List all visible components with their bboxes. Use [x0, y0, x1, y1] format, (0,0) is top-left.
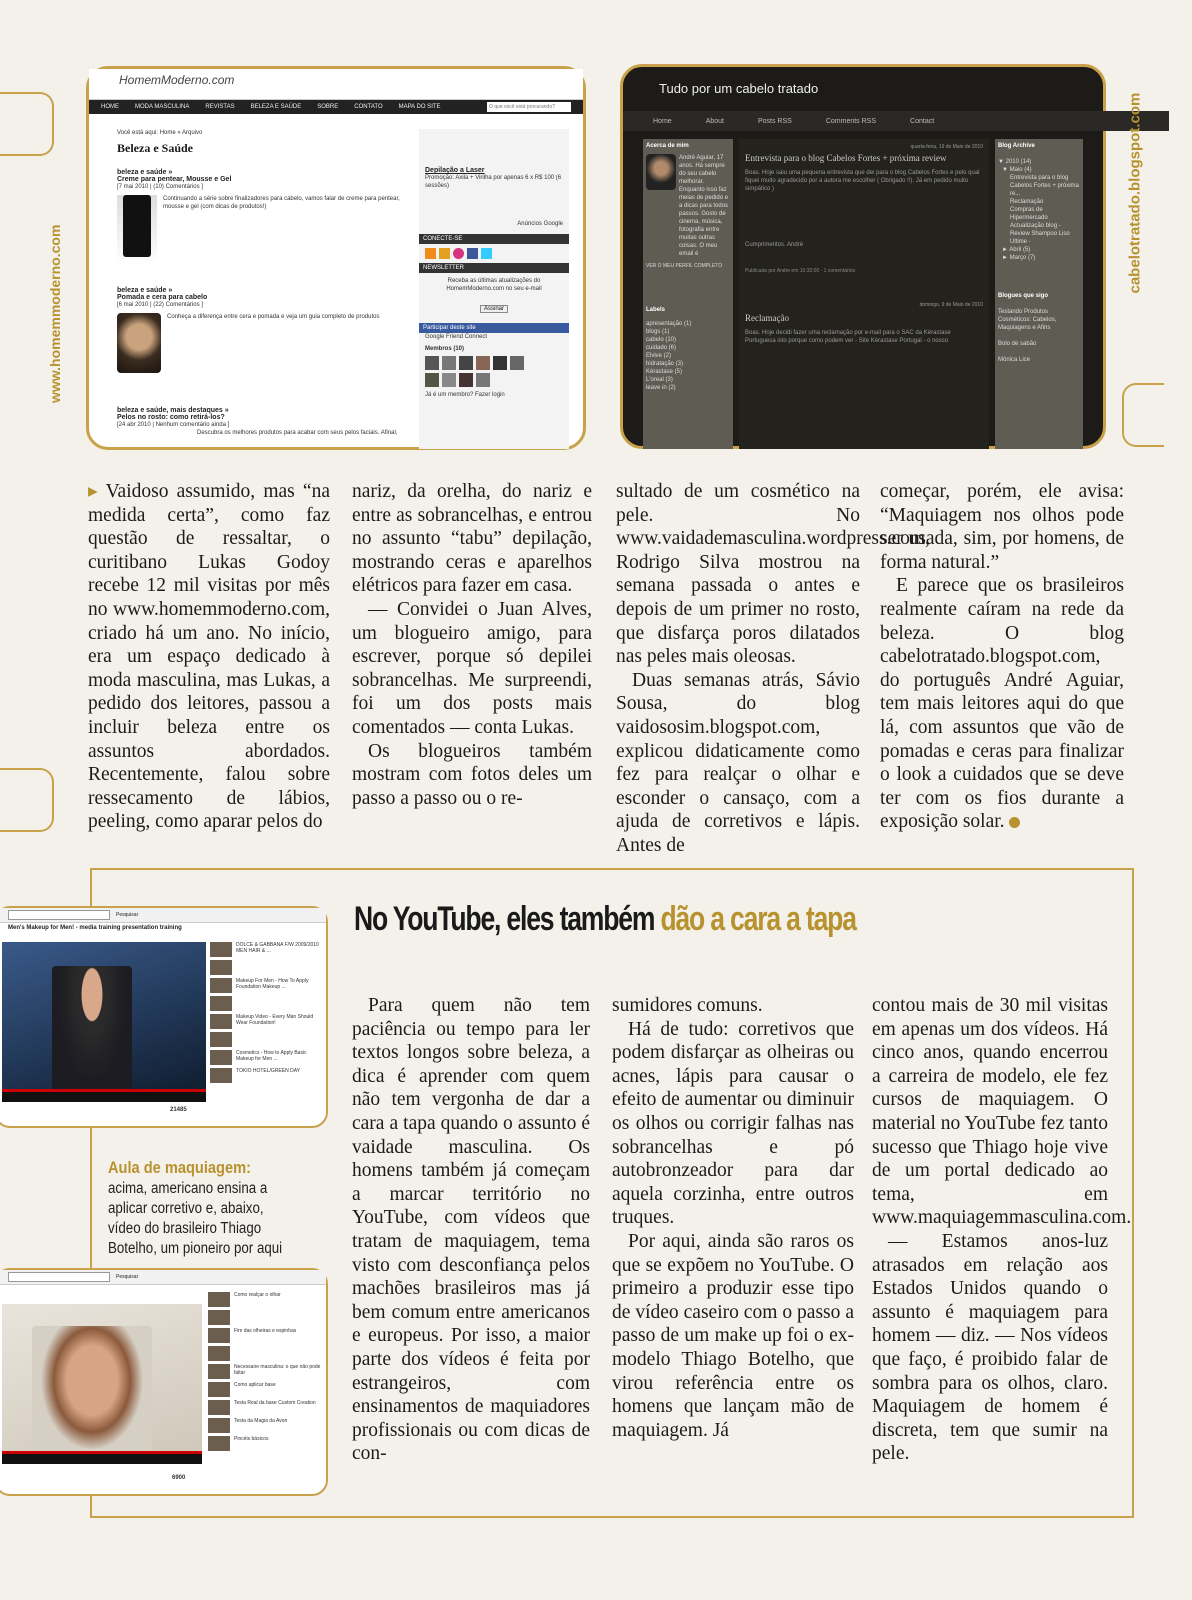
- related-video[interactable]: Como realçar o olhar: [208, 1292, 322, 1307]
- label-link[interactable]: Kérastase (5): [646, 369, 683, 375]
- youtube-screenshot-2: [0, 1268, 328, 1496]
- member-avatar[interactable]: [459, 373, 473, 387]
- view-count: 6900: [172, 1475, 186, 1481]
- post-date: quarta-feira, 19 de Maio de 2010: [910, 144, 983, 150]
- nav-item[interactable]: REVISTAS: [205, 104, 235, 110]
- post-meta: Publicada por Andre em 10:32:00 · 1 comentários: [745, 268, 856, 274]
- fb-subtitle: Google Friend Connect: [425, 334, 488, 340]
- post: [117, 407, 417, 437]
- sidebar: [419, 129, 569, 449]
- related-video[interactable]: Testa Real da base Custom Creation: [208, 1400, 322, 1415]
- nav-item[interactable]: Home: [653, 117, 672, 125]
- related-video[interactable]: [210, 960, 322, 975]
- related-video[interactable]: Como aplicar base: [208, 1382, 322, 1397]
- archive-item[interactable]: ► Março (7): [1002, 255, 1036, 261]
- follow-title: Blogues que sigo: [998, 293, 1049, 299]
- related-video[interactable]: [208, 1346, 322, 1361]
- member-avatar[interactable]: [442, 356, 456, 370]
- label-link[interactable]: leave in (2): [646, 385, 676, 391]
- post2-body: Boas. Hoje decidi fazer uma reclamação por e-mail para o SAC da Kérastase Portuguesa isto porque como podem ver - Site Kérastase Portugal - o nosso: [745, 330, 951, 344]
- related-video[interactable]: [210, 1032, 322, 1047]
- youtube-search-button[interactable]: Pesquisar: [116, 912, 139, 918]
- post-excerpt: Conheça a diferença entre cera e pomada e veja um guia completo de produtos: [167, 314, 380, 320]
- nav-item[interactable]: CONTATO: [354, 104, 383, 110]
- page-edge-mark: [0, 92, 54, 156]
- post-meta: [6 mai 2010 | (22) Comentários ]: [117, 302, 203, 308]
- article-text: Por aqui, ainda são raros os que se expõem no YouTube. O primeiro a produzir esse tipo de vídeo caseiro com o passo a passo de um make up foi o ex-modelo Thiago Botelho, que virou referência entre os homens que lançam mão de maquiagem. Já: [612, 1230, 854, 1441]
- post-title[interactable]: Pelos no rosto: como retirá-los?: [117, 414, 225, 421]
- member-avatar[interactable]: [425, 356, 439, 370]
- newsletter-subscribe-button[interactable]: Assinar: [480, 305, 508, 313]
- connect-header: CONECTE-SE: [419, 234, 569, 244]
- archive-item[interactable]: ► Abril (5): [1002, 247, 1031, 253]
- page-edge-mark: [1122, 383, 1164, 447]
- rss-icon[interactable]: [425, 248, 436, 259]
- youtube-screenshot-1: [0, 906, 328, 1128]
- post-title[interactable]: Pomada e cera para cabelo: [117, 294, 208, 301]
- article-text: sumidores comuns.: [612, 995, 763, 1016]
- breadcrumb: Você está aqui: Home » Arquivo: [117, 130, 203, 136]
- site-logo: HomemModerno.com: [119, 73, 235, 87]
- site-nav: [89, 100, 583, 114]
- follow-item[interactable]: Bolo de sabão: [998, 341, 1037, 347]
- member-avatar[interactable]: [476, 373, 490, 387]
- site-header: [89, 69, 583, 100]
- member-avatar[interactable]: [425, 373, 439, 387]
- nav-item[interactable]: Comments RSS: [825, 117, 877, 125]
- article-text: E parece que os brasileiros realmente caíram na rede da beleza. O blog cabelotratado.blogspot.com, do português André Aguiar, tem mais leitores aqui do que lá, com assuntos que vão de pomadas e ceras para finalizar o look a cuidados que se deve ter com os fios durante a exposição solar.: [880, 575, 1124, 833]
- about-title: Acerca de mim: [646, 143, 689, 149]
- blog-title: Tudo por um cabelo tratado: [659, 81, 819, 96]
- article-column-4: [880, 480, 1124, 834]
- related-video[interactable]: [208, 1310, 322, 1325]
- post-title[interactable]: Creme para pentear, Mousse e Gel: [117, 176, 232, 183]
- video-player[interactable]: [2, 942, 206, 1102]
- archive-sidebar: [995, 139, 1083, 449]
- about-sidebar: [643, 139, 733, 449]
- author-photo: [117, 313, 161, 373]
- label-link[interactable]: cabelo (10): [646, 337, 677, 343]
- related-video[interactable]: Fim das olheiras e espinhas: [208, 1328, 322, 1343]
- member-avatar[interactable]: [459, 356, 473, 370]
- labels-title: Labels: [646, 307, 666, 313]
- orkut-icon[interactable]: [453, 248, 464, 259]
- member-avatar[interactable]: [493, 356, 507, 370]
- post-category: beleza e saúde »: [117, 287, 173, 294]
- post-excerpt: Continuando a série sobre finalizadores para cabelo, vamos falar de creme para pentear, mousse e gel (com dicas de produtos!): [163, 196, 400, 210]
- archive-item[interactable]: Actualização blog - Review Shampoo Liso Ultime -: [1010, 223, 1070, 245]
- article-column-1: [88, 480, 330, 834]
- member-avatar[interactable]: [442, 373, 456, 387]
- label-link[interactable]: apresentação (1): [646, 321, 692, 327]
- archive-item[interactable]: Entrevista para o blog Cabelos Fortes + próxima re...: [1010, 175, 1079, 197]
- post-meta: [24 abr 2010 | Nenhum comentário ainda ]: [117, 422, 230, 428]
- article-text: sultado de um cosmético na pele. No www.vaidademasculina.wordpress.com, Rodrigo Silva mostrou na semana passada o antes e depois de um primer no rosto, que disfarça poros dilatados nas peles mais oleosas.: [616, 481, 930, 668]
- left-vertical-url: www.homemmoderno.com: [47, 224, 63, 403]
- homemmoderno-screenshot: [86, 66, 586, 450]
- post-area: [739, 139, 989, 449]
- search-input[interactable]: [487, 102, 571, 112]
- headline-dark: No YouTube, eles também: [354, 900, 661, 938]
- label-link[interactable]: blogs (1): [646, 329, 670, 335]
- product-image: [117, 195, 157, 265]
- about-text: André Aguiar, 17 anos. Há sempre do seu cabelo melhorar. Enquanto isso faz meias de pedido e a dicas para todos passos. Gosto de cinema, música, fotografia entre muitas outras coisas. O meu email é: [679, 155, 729, 257]
- follow-item[interactable]: Testando Produtos Cosméticos: Cabelos, Maquiagens e Afins: [998, 309, 1057, 331]
- login-link[interactable]: Já é um membro? Fazer login: [425, 392, 505, 398]
- twitter-icon[interactable]: [481, 248, 492, 259]
- headline-accent: dão a cara a tapa: [660, 900, 856, 938]
- video-title: Men's Makeup for Men! - media training presentation training: [8, 925, 182, 931]
- profile-link[interactable]: VER O MEU PERFIL COMPLETO: [646, 263, 723, 269]
- post2-date: domingo, 9 de Maio de 2010: [919, 302, 983, 308]
- newsletter-text: Receba as últimas atualizações do HomemModerno.com no seu e-mail: [446, 278, 542, 292]
- video-person: [32, 1326, 152, 1462]
- ad-title[interactable]: Depilação a Laser: [425, 167, 485, 174]
- nav-item[interactable]: BELEZA E SAÚDE: [250, 104, 302, 110]
- youtube-column-1: [352, 994, 590, 1466]
- related-video[interactable]: Pincéis básicos: [208, 1436, 322, 1451]
- related-video[interactable]: Testa da Magia da Avon: [208, 1418, 322, 1433]
- ad-google-label: Anúncios Google: [517, 221, 563, 227]
- archive-title: Blog Archive: [998, 143, 1035, 149]
- label-link[interactable]: hidratação (3): [646, 361, 684, 367]
- related-video[interactable]: Makeup For Men - How To Apply Foundation Makeup ...: [210, 978, 322, 993]
- member-avatar[interactable]: [476, 356, 490, 370]
- nav-item[interactable]: MODA MASCULINA: [135, 104, 190, 110]
- caption-text: acima, americano ensina a aplicar corretivo e, abaixo, vídeo do brasileiro Thiago Botelho, um pioneiro por aqui: [108, 1180, 283, 1257]
- youtube-column-2: [612, 994, 854, 1442]
- view-count: 21485: [170, 1107, 187, 1113]
- bullet-icon: ▸: [88, 481, 98, 502]
- article-text: contou mais de 30 mil visitas em apenas um dos vídeos. Há cinco anos, quando encerrou a carreira de modelo, ele fez cursos de maquiagem. O material no YouTube fez tanto sucesso que Thiago hoje vive de um portal dedicado ao tema, em www.maquiagemmasculina.com.: [872, 995, 1132, 1229]
- related-video[interactable]: [210, 996, 322, 1011]
- related-video[interactable]: Cosmetics - How to Apply Basic Makeup for Men ...: [210, 1050, 322, 1065]
- article-text: — Convidei o Juan Alves, um blogueiro amigo, para escrever, porque só depilei sobrancelhas. Me surpreendi, foi um dos posts mais comentados — conta Lukas.: [352, 598, 592, 738]
- article-text: — Estamos anos-luz atrasados em relação aos Estados Unidos quando o assunto é maquiagem para homem — diz. — Nos vídeos que faço, é proibido falar de sombra para os olhos, claro. Maquiagem de homem é discreta, tem que sumir na pele.: [872, 1230, 1108, 1465]
- article-text: Os blogueiros também mostram com fotos deles um passo a passo ou o re-: [352, 740, 592, 809]
- related-videos: [210, 942, 322, 1086]
- nav-item[interactable]: Contact: [910, 117, 935, 125]
- youtube-search-button[interactable]: Pesquisar: [116, 1274, 139, 1280]
- archive-item[interactable]: Reclamação: [1010, 199, 1044, 205]
- cabelotratado-screenshot: [620, 64, 1106, 449]
- article-text: Duas semanas atrás, Sávio Sousa, do blog vaidososim.blogspot.com, explicou didaticamente como fez para realçar o olhar e esconder o cansaço, com a ajuda de corretivos e lápis. Antes de: [616, 669, 860, 856]
- section-headline: [354, 900, 856, 939]
- nav-item[interactable]: Posts RSS: [757, 117, 792, 125]
- profile-photo: [646, 154, 676, 190]
- archive-item[interactable]: Compras de Hipermercado: [1010, 207, 1048, 221]
- related-video[interactable]: TOKIO HOTEL/GREEN DAY: [210, 1068, 322, 1083]
- video-person: [52, 966, 132, 1096]
- ad-text: Promoção: Axila + Virilha por apenas 6 x R$ 100 (6 sessões): [425, 175, 562, 189]
- photo-caption: [108, 1158, 293, 1259]
- related-video[interactable]: DOLCE & GABBANA F/W 2009/2010 MEN HAIR & ...: [210, 942, 322, 957]
- follow-item[interactable]: Mônica Lice: [998, 357, 1031, 363]
- member-grid: [425, 356, 563, 387]
- label-link[interactable]: L'oreal (3): [646, 377, 673, 383]
- member-avatar[interactable]: [510, 356, 524, 370]
- youtube-column-3: [872, 994, 1132, 1466]
- right-vertical-url: cabelotratado.blogspot.com: [1126, 92, 1144, 294]
- page-edge-mark: [0, 768, 54, 832]
- nav-item[interactable]: About: [705, 117, 724, 125]
- nav-item[interactable]: SOBRE: [317, 104, 339, 110]
- post-meta: [7 mai 2010 | (10) Comentários ]: [117, 184, 203, 190]
- post-title[interactable]: Entrevista para o blog Cabelos Fortes + próxima review: [745, 153, 947, 163]
- article-text: nariz, da orelha, do nariz e entre as sobrancelhas, e entrou no assunto “tabu” depilação, mostrando ceras e aparelhos elétricos para fazer em casa.: [352, 481, 592, 597]
- feed-icon[interactable]: [439, 248, 450, 259]
- fb-title[interactable]: Participar deste site: [419, 323, 569, 333]
- related-video[interactable]: Necessaire masculina: o que não pode faltar: [208, 1364, 322, 1379]
- label-link[interactable]: Elvive (2): [646, 353, 672, 359]
- article-column-2: [352, 480, 592, 810]
- post-category: beleza e saúde, mais destaques »: [117, 407, 229, 414]
- members-label: Membros (10): [425, 346, 465, 352]
- related-video[interactable]: Makeup Video - Every Man Should Wear Foundation!: [210, 1014, 322, 1029]
- post-sign: Cumprimentos. André: [745, 242, 804, 248]
- post: [117, 287, 407, 373]
- label-link[interactable]: cuidado (6): [646, 345, 677, 351]
- post-excerpt: Descubra os melhores produtos para acabar com seus pelos faciais. Afinal,: [197, 430, 398, 436]
- article-text: começar, porém, ele avisa: “Maquiagem nos olhos pode ser usada, sim, por homens, de forma natural.”: [880, 481, 1124, 573]
- article-text: Vaidoso assumido, mas “na medida certa”, como faz questão de ressaltar, o curitibano Lukas Godoy recebe 12 mil visitas por mês no www.homemmoderno.com, criado há um ano. No início, era um espaço dedicado à moda masculina, mas Lukas, a pedido dos leitores, passou a incluir beleza entre os assuntos abordados. Recentemente, falou sobre ressecamento de lábios, peeling, como aparar pelos do: [88, 481, 330, 833]
- related-videos: [208, 1292, 322, 1454]
- nav-item[interactable]: MAPA DO SITE: [398, 104, 441, 110]
- article-column-3: [616, 480, 930, 858]
- video-player[interactable]: [2, 1304, 202, 1464]
- blog-nav: [623, 111, 1169, 131]
- post-body: Boas. Hoje saiu uma pequena entrevista que dei para o blog Cabelos Fortes e pelo qual fiquei muito agradecido por a autora me escolher ( Obrigado !!). Já em pedido muito simpático ): [745, 170, 980, 192]
- article-text: Há de tudo: corretivos que podem disfarçar as olheiras ou acnes, lápis para causar o efeito de aumentar ou diminuir os olhos ou corrigir falhas nas sobrancelhas e pó autobronzeador para dar aquela corzinha, entre outros truques.: [612, 1018, 854, 1229]
- post-category: beleza e saúde »: [117, 169, 173, 176]
- post2-title[interactable]: Reclamação: [745, 313, 789, 323]
- facebook-icon[interactable]: [467, 248, 478, 259]
- end-mark-icon: [1009, 817, 1020, 828]
- newsletter-header: NEWSLETTER: [419, 263, 569, 273]
- archive-item[interactable]: ▼ 2010 (14): [998, 159, 1032, 165]
- archive-item[interactable]: ▼ Maio (4): [1002, 167, 1032, 173]
- nav-item[interactable]: HOME: [101, 104, 119, 110]
- caption-title: Aula de maquiagem:: [108, 1158, 251, 1177]
- section-title: Beleza e Saúde: [117, 141, 193, 155]
- post: [117, 169, 407, 265]
- article-text: Para quem não tem paciência ou tempo para ler textos longos sobre beleza, a dica é aprender com quem não tem vergonha de dar a cara a tapa quando o assunto é vaidade masculina. Os homens também já começam a marcar território no YouTube, com vídeos que tratam de maquiagem, tema visto com desconfiança pelos machões brasileiros mas já bem comum entre americanos e europeus. Por isso, a maior parte dos vídeos é feita por estrangeiros, com ensinamentos de maquiadores profissionais ou com dicas de con-: [352, 995, 590, 1465]
